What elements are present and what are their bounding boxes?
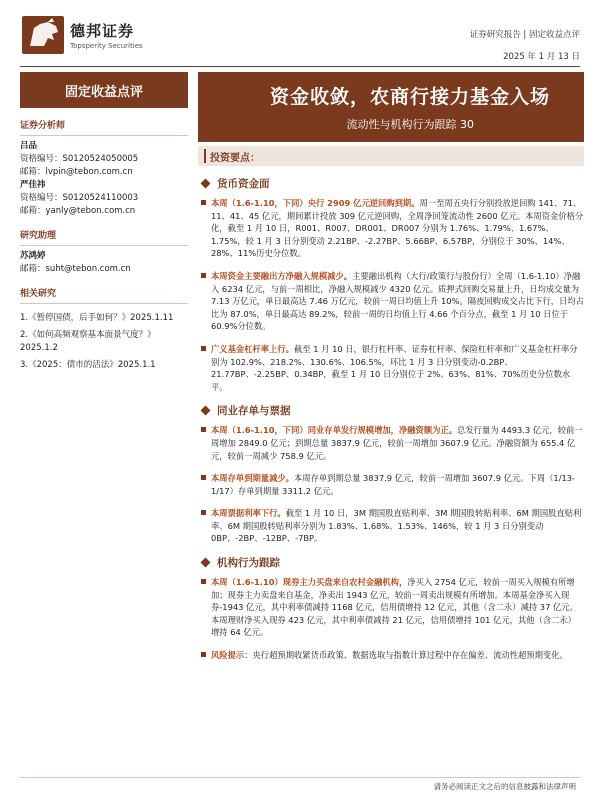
bullet-item [198, 472, 584, 497]
bullet-lead: 本周资金主要融出方净融入规模减少。 [211, 270, 353, 281]
bullet-text: 截至 1 月 10 日，银行杠杆率、证券杠杆率、保险杠杆率和广义基金杠杆率分别为 102.9%、218.2%、130.6%、106.5%，环比 1 月 3 日分别变动-0.2BP、21.77BP、-2.25BP、0.34BP，截至 1 月 10 日分别位于 2%、63%、81%、70%历史分位数水平。 [211, 343, 578, 392]
page-subtitle: 流动性与机构行为跟踪 30 [346, 118, 474, 131]
square-bullet-icon [201, 510, 206, 515]
diamond-icon [201, 179, 211, 189]
bullet-text: 央行超预期收紧货币政策、数据选取与指数计算过程中存在偏差、流动性超预期变化。 [252, 650, 568, 661]
diamond-icon [201, 406, 211, 416]
assistant-email[interactable]: 邮箱：suht@tebon.com.cn [20, 264, 131, 274]
section-title: 机构行为跟踪 [217, 557, 280, 570]
section-title: 货币资金面 [217, 178, 270, 190]
assistant-section-title: 研究助理 [20, 218, 188, 246]
assistant [20, 246, 188, 276]
assistant-name: 苏鸿婷 [20, 251, 46, 261]
analyst-section-title: 证券分析师 [20, 108, 188, 136]
analyst-email[interactable]: 邮箱：lvpin@tebon.com.cn [20, 167, 133, 177]
analyst-1 [20, 136, 188, 218]
square-bullet-icon [201, 652, 206, 657]
section-title: 同业存单与票据 [217, 405, 291, 418]
bullet-text: 净买入 2754 亿元，较前一周买入规模有所增加；现券主力卖盘来自基金，净卖出 1943 亿元，较前一周卖出规模有所增加。本周基金净买入现券-1943 亿元，其中利率债减持 1168 亿元，信用债增持 12 亿元，其他（含二永）减持 37 亿元。本周理财净买入现券 423 亿元，其中利率债减持 21 亿元，信用债增持 101 亿元，其他（含二永）增持 64 亿元。 [211, 577, 578, 638]
sidebar [20, 72, 188, 372]
bullet-text: 本周存单到期总量 3837.9 亿元，较前一周增加 3607.9 亿元。下周（1/13-1/17）存单到期量 3311.2 亿元。 [211, 473, 576, 496]
main-content [198, 72, 584, 672]
footer-divider [20, 777, 580, 778]
square-bullet-icon [201, 579, 206, 584]
analyst-email[interactable]: 邮箱：yanly@tebon.com.cn [20, 206, 136, 216]
bullet-item [198, 576, 584, 639]
page-header [0, 0, 600, 70]
bullet-lead: 本周（1.6-1.10，下同）同业存单发行规模增加，净融资额为正。 [211, 425, 458, 436]
square-bullet-icon [201, 200, 206, 205]
bullet-lead: 本周（1.6-1.10）现券主力买盘来自农村金融机构， [211, 577, 408, 588]
key-points-label: 投资要点： [198, 146, 584, 166]
bullet-item [198, 343, 584, 393]
section-header [198, 555, 584, 570]
related-link[interactable]: 1.《暂停国债，后手如何？》2025.1.11 [20, 313, 174, 323]
company-name-cn: 德邦证券 [70, 22, 135, 40]
sidebar-banner: 固定收益点评 [20, 72, 188, 108]
section-header [198, 403, 584, 418]
report-type: 证券研究报告 | 固定收益点评 [469, 30, 580, 40]
bullet-lead: 本周票据利率下行。 [211, 508, 286, 519]
company-name-en: Topsperity Securities [70, 42, 143, 50]
title-banner [198, 72, 584, 142]
bullet-item [198, 270, 584, 333]
bull-logo-icon [22, 16, 64, 54]
bullet-lead: 广义基金杠杆率上行。 [211, 343, 294, 354]
bullet-text: 总发行量为 4493.3 亿元，较前一周增加 2849.0 亿元；到期总量 3837.9 亿元，较前一周增加 3607.9 亿元。净融资额为 655.4 亿元，较前一周减少 758.9 亿元。 [211, 425, 583, 461]
bullet-lead: 本周（1.6-1.10，下同）央行 2909 亿元逆回购到期。 [211, 198, 420, 208]
bullet-lead: 本周存单到期量减少。 [211, 473, 294, 484]
related-link[interactable]: 2.《如何高频观察基本面景气度？》2025.1.2 [20, 330, 156, 353]
page-title: 资金收敛，农商行接力基金入场 [269, 86, 550, 108]
bullet-item [198, 424, 584, 462]
analyst-name: 吕品 [20, 141, 38, 151]
square-bullet-icon [201, 346, 206, 351]
related-list [20, 304, 188, 372]
bullet-item [198, 197, 584, 260]
company-logo [22, 16, 143, 54]
bullet-item [198, 507, 584, 545]
diamond-icon [201, 558, 211, 568]
analyst-name: 严佳祎 [20, 180, 46, 190]
bullet-lead: 风险提示： [211, 650, 253, 661]
related-section-title: 相关研究 [20, 276, 188, 304]
analyst-cert: 资格编号：S0120524110003 [20, 193, 139, 203]
header-divider [20, 66, 580, 67]
footer-disclaimer: 请务必阅读正文之后的信息披露和法律声明 [433, 782, 576, 791]
analyst-cert: 资格编号：S0120524050005 [20, 154, 139, 164]
square-bullet-icon [201, 475, 206, 480]
square-bullet-icon [201, 273, 206, 278]
report-date: 2025 年 1 月 13 日 [503, 52, 580, 62]
bullet-item [198, 649, 584, 662]
related-link[interactable]: 3.《2025：债市的活法》2025.1.1 [20, 360, 156, 370]
bullet-text: 主要融出机构（大行/政策行与股份行）全周（1.6-1.10）净融入 6234 亿元，与前一周相比，净融入规模减少 4320 亿元。质押式回购交易量上升，日均成交量为 7.13 万亿元，单日最高达 7.46 万亿元，较前一周日均值上升 10%。隔夜回购成交占比下行，日均占比为 87.0%，单日最高达 89.2%，较前一周的日均值上行 4.66 个百分点，截至 1 月 10 日位于 60.9%分位数。 [211, 270, 584, 332]
section-header [198, 176, 584, 191]
square-bullet-icon [201, 427, 206, 432]
bullet-text: 截至 1 月 10 日，3M 期国股直贴利率、3M 期国股转贴利率、6M 期国股直贴利率、6M 期国股转贴利率分别为 1.83%、1.68%、1.53%、146%，较 1 月 3 日分别变动 0BP、-2BP、-12BP、-7BP。 [211, 508, 582, 544]
bullet-text: 周一至周五央行分别投放逆回购 141、71、11、41、45 亿元，期间累计投放 309 亿元逆回购，全周净回笼流动性 2600 亿元。本周资金价格分化，截至 1 月 10 日，R001、R007、DR001、DR007 分别为 1.76%、1.79%、1.67%、1.75%，较 1 月 3 日分别变动 2.21BP、-2.27BP、5.66BP、6.57BP，分别位于 30%、14%、28%、11%历史分位数。 [211, 198, 584, 259]
